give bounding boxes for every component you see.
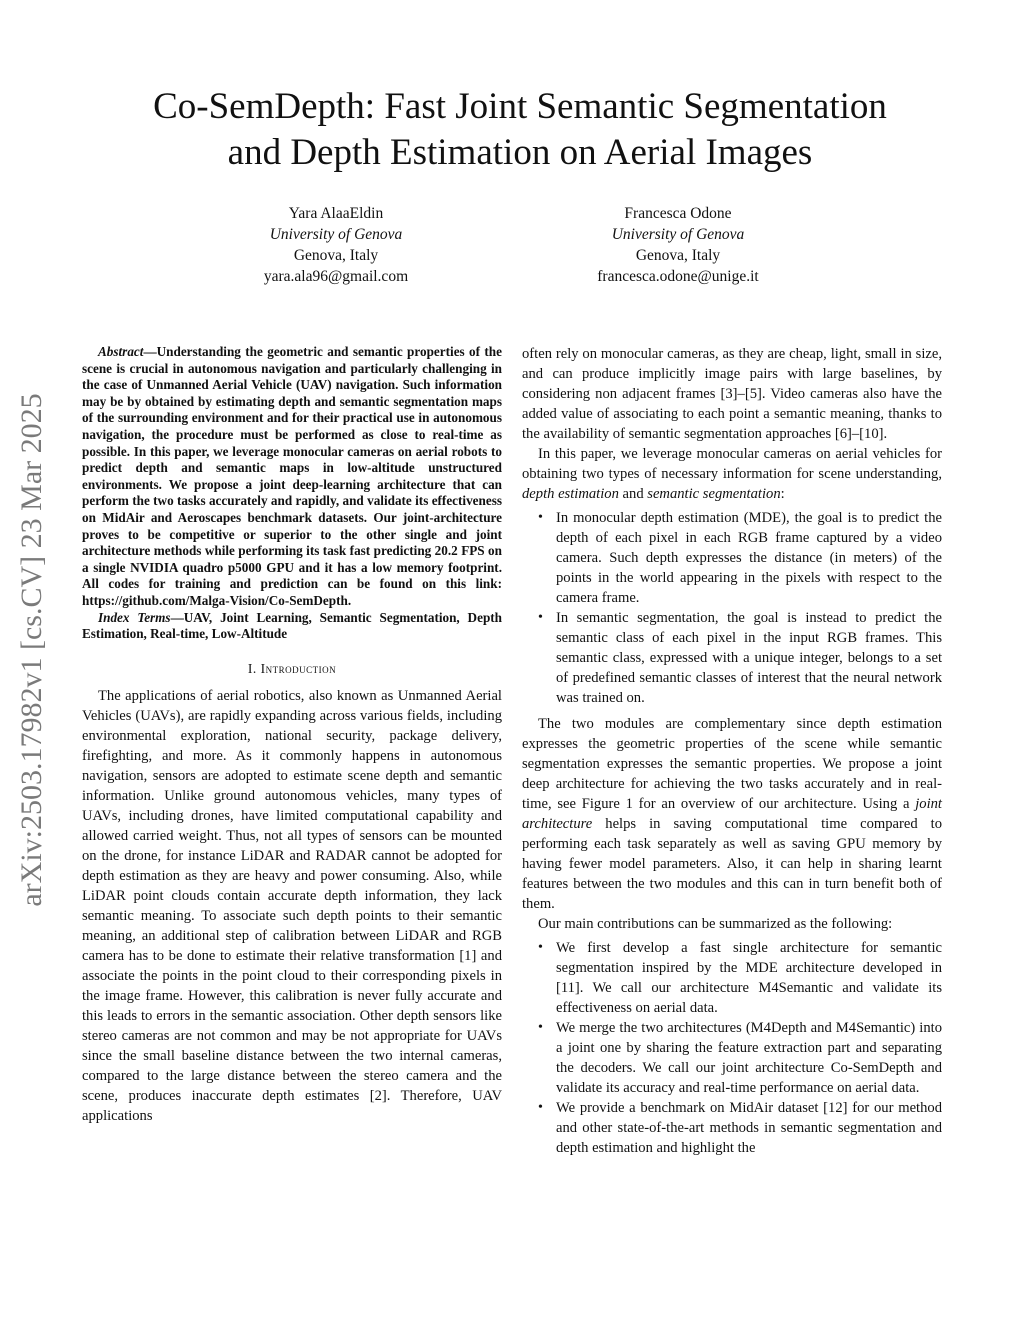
tasks-intro-text: In this paper, we leverage monocular cameras on aerial vehicles for obtaining two types of necessary information for scene understanding, xyxy=(522,446,942,482)
list-item: • We provide a benchmark on MidAir dataset [12] for our method and other state-of-the-art methods in semantic segmentation and depth estimation and highlight the xyxy=(556,1098,942,1158)
list-item: • We first develop a fast single architecture for semantic segmentation inspired by the MDE architecture developed in [11]. We call our architecture M4Semantic and validate its effectiveness on aerial data. xyxy=(556,938,942,1018)
complementary-text-after: helps in saving computational time compared to performing each task separately as well as saving GPU memory by having fewer model parameters. Also, it can help in sharing learnt features between the two modules and this can in turn benefit both of them. xyxy=(522,816,942,912)
contribution-bullet-list xyxy=(522,938,942,1158)
tasks-intro-paragraph xyxy=(522,444,942,504)
right-column xyxy=(522,344,942,1164)
section-heading-introduction xyxy=(82,660,502,678)
tasks-intro-emphasis-semantic: semantic segmentation xyxy=(647,486,781,502)
index-terms-text: —UAV, Joint Learning, Semantic Segmentation, Depth Estimation, Real-time, Low-Altitude xyxy=(82,609,502,642)
list-item: • In semantic segmentation, the goal is instead to predict the semantic class of each pixel in the input RGB frames. This semantic class, expressed with a unique integer, belongs to a set of predefined semantic classes of interest that the neural network was trained on. xyxy=(556,608,942,708)
title-line-1: Co-SemDepth: Fast Joint Semantic Segmentation xyxy=(153,86,887,127)
abstract-label: Abstract xyxy=(98,344,144,359)
section-title: Introduction xyxy=(260,660,337,676)
author-location: Genova, Italy xyxy=(293,247,379,264)
paper-title xyxy=(60,84,980,176)
author-block-1 xyxy=(186,203,486,287)
index-terms xyxy=(82,610,502,643)
arxiv-identifier-stamp: arXiv:2503.17982v1 [cs.CV] 23 Mar 2025 xyxy=(15,393,48,907)
abstract xyxy=(82,344,502,610)
complementary-emphasis: joint architecture xyxy=(522,796,942,832)
task-bullet-list xyxy=(522,508,942,708)
author-block-2 xyxy=(528,203,828,287)
continuation-paragraph: often rely on monocular cameras, as they are cheap, light, small in size, and can produce implicitly image pairs with large baselines, by considering non adjacent frames [3]–[5]. Video cameras also have the added value of associating to each point a semantic meaning, thanks to the availability of semantic segmentation approaches [6]–[10]. xyxy=(522,346,942,442)
author-name: Yara AlaaEldin xyxy=(288,205,384,222)
tasks-intro-text-and: and xyxy=(618,486,648,502)
author-name: Francesca Odone xyxy=(624,205,732,222)
list-item: • We merge the two architectures (M4Depth and M4Semantic) into a joint one by sharing the feature extraction part and separating the decoders. We call our joint architecture Co-SemDepth and validate its accuracy and real-time performance on aerial data. xyxy=(556,1018,942,1098)
author-affiliation: University of Genova xyxy=(269,226,403,243)
intro-paragraph: The applications of aerial robotics, also known as Unmanned Aerial Vehicles (UAVs), are rapidly expanding across various fields, including environmental exploration, national security, package delivery, firefighting, and more. As it commonly happens in autonomous navigation, sensors are adopted to estimate scene depth and semantic information. Unlike ground autonomous vehicles, many types of UAVs, including drones, have limited computational capability and allowed carried weight. Thus, not all types of sensors can be mounted on the drone, for instance LiDAR and RADAR cannot be adopted for depth estimation as they are heavy and power consuming. Also, while LiDAR point clouds contain accurate depth information, they lack semantic meaning. To associate such depth points to their semantic meaning, an additional step of calibration between LiDAR and RGB camera has to be done to estimate their relative transformation [1] and associate the points in the point cloud to their corresponding pixels in the image frame. However, this calibration is never fully accurate and this leads to errors in the semantic association. Other depth sensors like stereo cameras are not common and may be not appropriate for UAVs since the small baseline distance between the two internal cameras, compared to the large distance between the stereo camera and the scene, produces inaccurate depth estimates [2]. Therefore, UAV applications xyxy=(82,687,502,1124)
tasks-intro-colon: : xyxy=(780,486,785,502)
author-email[interactable]: francesca.odone@unige.it xyxy=(597,268,759,285)
list-item: • In monocular depth estimation (MDE), the goal is to predict the depth of each pixel in each RGB frame captured by a video camera. Such depth expresses the distance (in meters) of the points in the world appearing in the pixels with respect to the camera frame. xyxy=(556,508,942,608)
complementary-paragraph xyxy=(522,714,942,914)
contributions-intro: Our main contributions can be summarized as the following: xyxy=(538,916,893,932)
author-affiliation: University of Genova xyxy=(611,226,745,243)
abstract-text: —Understanding the geometric and semantic properties of the scene is crucial in autonomous navigation and particularly challenging in the case of Unmanned Aerial Vehicle (UAV) navigation. Such information may be by obtained by estimating depth and semantic segmentation maps of the surrounding environment and for their practical use in autonomous navigation, the procedure must be performed as close to real-time as possible. In this paper, we leverage monocular cameras on aerial robots to predict depth and semantic maps in low-altitude unstructured environments. We propose a joint deep-learning architecture that can perform the two tasks accurately and rapidly, and validate its effectiveness on MidAir and Aeroscapes benchmark datasets. Our joint-architecture proves to be competitive or superior to the other single and joint architecture methods while performing its task fast predicting 20.2 FPS on a single NVIDIA quadro p5000 GPU and it has a low memory footprint. All codes for training and prediction can be found on this link: https://github.com/Malga-Vision/Co-SemDepth. xyxy=(82,344,502,608)
title-line-2: and Depth Estimation on Aerial Images xyxy=(227,132,813,173)
complementary-text-before: The two modules are complementary since depth estimation expresses the geometric properties of the scene while semantic segmentation expresses the semantic properties. We propose a joint deep architecture for achieving the two tasks accurately and in real-time, see Figure 1 for an overview of our architecture. Using a xyxy=(522,716,942,812)
section-number: I. xyxy=(247,660,257,676)
left-column xyxy=(82,344,502,1126)
author-email[interactable]: yara.ala96@gmail.com xyxy=(263,268,409,285)
index-terms-label: Index Terms xyxy=(98,609,171,625)
tasks-intro-emphasis-depth: depth estimation xyxy=(522,486,619,502)
author-location: Genova, Italy xyxy=(635,247,721,264)
